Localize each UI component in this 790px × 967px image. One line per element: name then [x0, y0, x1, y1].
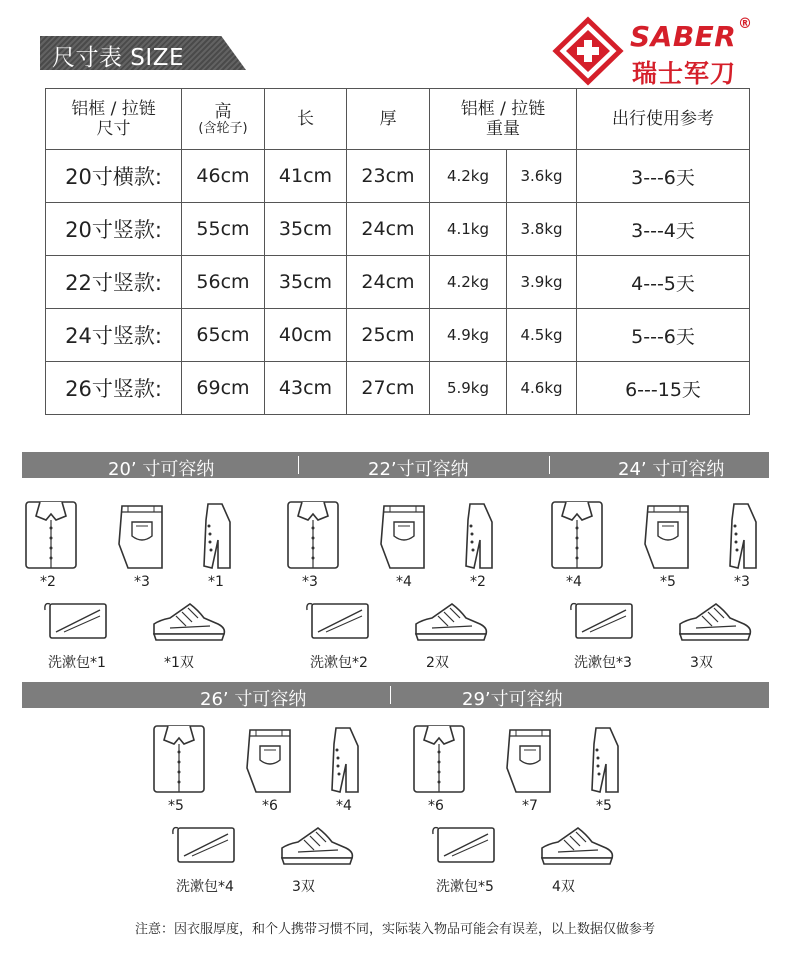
- cell-height: 65cm: [182, 309, 265, 362]
- shirt-icon: [24, 500, 78, 570]
- table-row: [46, 309, 750, 362]
- shirt-count: *5: [168, 798, 184, 814]
- toiletry-bag-count: 洗漱包*5: [436, 879, 494, 895]
- sleeve-icon: [462, 500, 496, 570]
- jacket-count: *2: [470, 574, 486, 590]
- shirt-count: *3: [302, 574, 318, 590]
- cell-height: 56cm: [182, 256, 265, 309]
- capacity-title-29: 29’寸可容纳: [462, 689, 563, 710]
- capacity-title-24: 24’ 寸可容纳: [618, 459, 725, 480]
- cell-model: 26寸竖款:: [46, 362, 182, 415]
- table-row: [46, 150, 750, 203]
- sleeve-icon: [328, 724, 362, 794]
- cell-model: 20寸竖款:: [46, 203, 182, 256]
- header-weight: 铝框 / 拉链 重量: [430, 89, 577, 150]
- swiss-cross-diamond-icon: [552, 16, 624, 86]
- capacity-title-26: 26’ 寸可容纳: [200, 689, 307, 710]
- brand-logo: [552, 16, 757, 86]
- cell-weight-zipper: 3.8kg: [507, 203, 577, 256]
- cell-length: 43cm: [265, 362, 347, 415]
- cell-weight-zipper: 4.6kg: [507, 362, 577, 415]
- cell-weight-aluminum: 4.2kg: [430, 256, 507, 309]
- cell-thickness: 24cm: [347, 203, 430, 256]
- divider: [549, 456, 550, 474]
- pants-count: *7: [522, 798, 538, 814]
- shirt-count: *2: [40, 574, 56, 590]
- header-height: 高 (含轮子): [182, 89, 265, 150]
- sleeve-icon: [726, 500, 760, 570]
- shoes-count: 4双: [552, 879, 575, 895]
- toiletry-bag-count: 洗漱包*1: [48, 655, 106, 671]
- pants-icon: [378, 500, 428, 570]
- disclaimer-note: 注意：因衣服厚度，和个人携带习惯不同，实际装入物品可能会有误差，以上数据仅做参考: [134, 922, 655, 937]
- cell-model: 22寸竖款:: [46, 256, 182, 309]
- shoes-count: 3双: [292, 879, 315, 895]
- cell-model: 24寸竖款:: [46, 309, 182, 362]
- sleeve-icon: [200, 500, 234, 570]
- pants-icon: [244, 724, 294, 794]
- header-thickness: 厚: [347, 89, 430, 150]
- cell-days: 5---6天: [577, 309, 750, 362]
- jacket-count: *1: [208, 574, 224, 590]
- registered-mark: ®: [738, 16, 752, 32]
- cell-thickness: 24cm: [347, 256, 430, 309]
- bag-icon: [170, 822, 240, 866]
- header-travel-reference: 出行使用参考: [577, 89, 750, 150]
- cell-weight-zipper: 3.9kg: [507, 256, 577, 309]
- toiletry-bag-count: 洗漱包*3: [574, 655, 632, 671]
- pants-count: *4: [396, 574, 412, 590]
- cell-days: 3---6天: [577, 150, 750, 203]
- pants-icon: [116, 500, 166, 570]
- cell-length: 35cm: [265, 256, 347, 309]
- pants-icon: [642, 500, 692, 570]
- shoes-count: *1双: [164, 655, 194, 671]
- table-row: [46, 203, 750, 256]
- size-title-banner: [40, 36, 246, 70]
- bag-icon: [304, 598, 374, 642]
- pants-count: *6: [262, 798, 278, 814]
- header-length: 长: [265, 89, 347, 150]
- capacity-title-20: 20’ 寸可容纳: [108, 459, 215, 480]
- cell-weight-aluminum: 4.9kg: [430, 309, 507, 362]
- toiletry-bag-count: 洗漱包*4: [176, 879, 234, 895]
- divider: [390, 686, 391, 704]
- cell-height: 69cm: [182, 362, 265, 415]
- cell-days: 3---4天: [577, 203, 750, 256]
- shoes-count: 2双: [426, 655, 449, 671]
- shirt-icon: [550, 500, 604, 570]
- shoe-icon: [150, 598, 228, 642]
- shirt-icon: [152, 724, 206, 794]
- cell-weight-aluminum: 4.2kg: [430, 150, 507, 203]
- cell-days: 4---5天: [577, 256, 750, 309]
- header-spec: 铝框 / 拉链 尺寸: [46, 89, 182, 150]
- cell-days: 6---15天: [577, 362, 750, 415]
- shoe-icon: [538, 822, 616, 866]
- shoes-count: 3双: [690, 655, 713, 671]
- cell-thickness: 23cm: [347, 150, 430, 203]
- bag-icon: [568, 598, 638, 642]
- cell-weight-aluminum: 5.9kg: [430, 362, 507, 415]
- cell-model: 20寸横款:: [46, 150, 182, 203]
- size-title: 尺寸表 SIZE: [52, 45, 184, 71]
- capacity-bar-row1: [22, 452, 769, 478]
- cell-weight-zipper: 4.5kg: [507, 309, 577, 362]
- shirt-icon: [412, 724, 466, 794]
- brand-name-cn: 瑞士军刀: [632, 59, 737, 88]
- shoe-icon: [676, 598, 754, 642]
- pants-icon: [504, 724, 554, 794]
- shoe-icon: [412, 598, 490, 642]
- pants-count: *3: [134, 574, 150, 590]
- size-table: [45, 88, 750, 415]
- cell-thickness: 25cm: [347, 309, 430, 362]
- cell-weight-zipper: 3.6kg: [507, 150, 577, 203]
- table-row: [46, 256, 750, 309]
- jacket-count: *3: [734, 574, 750, 590]
- bag-icon: [42, 598, 112, 642]
- cell-length: 35cm: [265, 203, 347, 256]
- cell-height: 46cm: [182, 150, 265, 203]
- bag-icon: [430, 822, 500, 866]
- jacket-count: *5: [596, 798, 612, 814]
- shoe-icon: [278, 822, 356, 866]
- table-header-row: [46, 89, 750, 150]
- table-row: [46, 362, 750, 415]
- cell-height: 55cm: [182, 203, 265, 256]
- jacket-count: *4: [336, 798, 352, 814]
- cell-length: 40cm: [265, 309, 347, 362]
- brand-name: SABER: [630, 20, 737, 53]
- capacity-bar-row2: [22, 682, 769, 708]
- cell-thickness: 27cm: [347, 362, 430, 415]
- sleeve-icon: [588, 724, 622, 794]
- toiletry-bag-count: 洗漱包*2: [310, 655, 368, 671]
- divider: [298, 456, 299, 474]
- pants-count: *5: [660, 574, 676, 590]
- cell-weight-aluminum: 4.1kg: [430, 203, 507, 256]
- cell-length: 41cm: [265, 150, 347, 203]
- shirt-count: *6: [428, 798, 444, 814]
- shirt-count: *4: [566, 574, 582, 590]
- shirt-icon: [286, 500, 340, 570]
- capacity-title-22: 22’寸可容纳: [368, 459, 469, 480]
